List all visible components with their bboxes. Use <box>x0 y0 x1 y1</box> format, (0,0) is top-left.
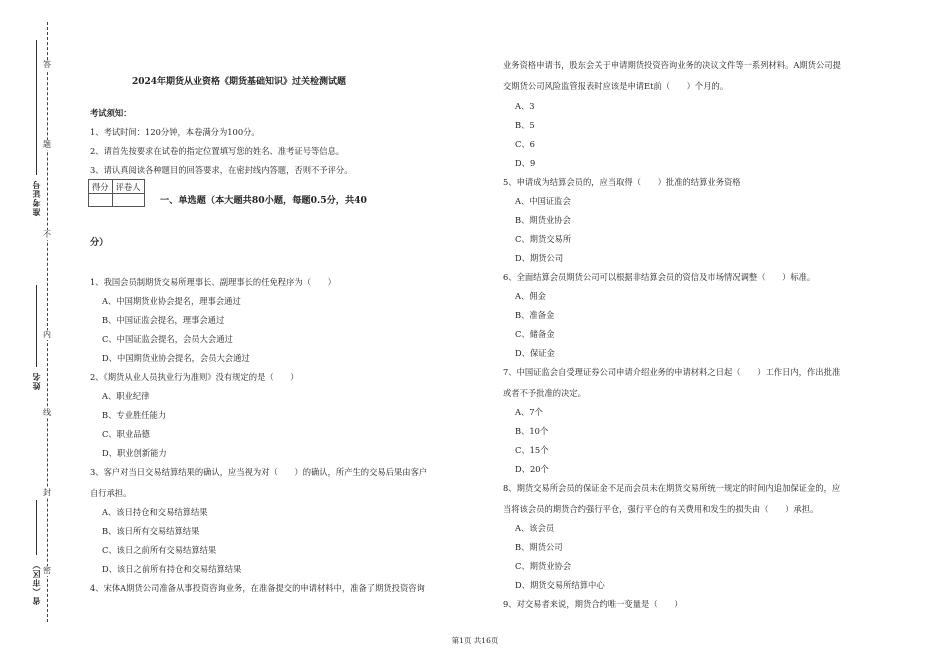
option-line: D、9 <box>515 158 536 168</box>
question-line-cont: 或者不予批准的决定。 <box>503 388 586 398</box>
grader-cell <box>112 194 144 207</box>
score-header: 得分 <box>89 180 113 194</box>
option-line: A、7个 <box>515 407 543 417</box>
question-line: 7、中国证监会自受理证券公司申请介绍业务的申请材料之日起（ ）工作日内，作出批准 <box>503 367 841 377</box>
score-table <box>88 179 145 207</box>
score-cell <box>89 194 113 207</box>
option-line: C、期货业协会 <box>515 561 572 571</box>
option-line: A、该会员 <box>515 523 555 533</box>
option-line: D、该日之前所有持仓和交易结算结果 <box>102 564 242 574</box>
option-line: D、20个 <box>515 464 549 474</box>
option-line: D、中国期货业协会提名，会员大会通过 <box>102 353 250 363</box>
question-line: 8、期货交易所会员的保证金不足而会员未在期货交易所统一规定的时间内追加保证金的，应 <box>503 483 841 493</box>
option-line: C、6 <box>515 139 535 149</box>
option-line: B、中国证监会提名，理事会通过 <box>102 315 225 325</box>
option-line: A、3 <box>515 101 535 111</box>
notice-heading: 考试须知： <box>90 108 132 118</box>
exam-number-label: 准考证号 <box>31 180 41 216</box>
seal-char: 线 <box>43 408 51 417</box>
option-line: A、佣金 <box>515 291 546 301</box>
option-line: D、职业创新能力 <box>102 448 167 458</box>
seal-dashed-line <box>47 22 48 622</box>
page-title: 2024年期货从业资格《期货基础知识》过关检测试题 <box>132 77 347 87</box>
section-heading-cont: 分） <box>90 237 109 248</box>
question-line-cont: 当将该会员的期货合约强行平仓，强行平仓的有关费用和发生的损失由（ ）承担。 <box>503 504 819 514</box>
option-line: A、职业纪律 <box>102 391 150 401</box>
question-line-cont: 交期货公司风险监管报表时应该是申请Et前（ ）个月的。 <box>503 81 729 91</box>
option-line: A、中国期货业协会提名，理事会通过 <box>102 296 241 306</box>
section-heading: 一、单选题（本大题共80小题，每题0.5分，共40 <box>160 195 367 206</box>
question-line-cont: 业务资格申请书，股东会关于申请期货投资咨询业务的决议文件等一系列材料。A期货公司提 <box>503 60 841 70</box>
option-line: B、期货公司 <box>515 542 563 552</box>
question-line-cont: 自行承担。 <box>90 488 132 498</box>
option-line: B、期货业协会 <box>515 215 571 225</box>
seal-char: 封 <box>43 488 51 497</box>
region-blank <box>36 500 37 555</box>
notice-item: 1、考试时间：120分钟，本卷满分为100分。 <box>90 127 260 137</box>
option-line: D、期货公司 <box>515 253 564 263</box>
option-line: A、该日持仓和交易结算结果 <box>102 507 208 517</box>
question-line: 5、申请成为结算会员的，应当取得（ ）批准的结算业务资格 <box>503 177 741 187</box>
question-line: 1、我国会员制期货交易所理事长、副理事长的任免程序为（ ） <box>90 277 336 287</box>
option-line: C、15个 <box>515 445 549 455</box>
grader-header: 评卷人 <box>112 180 144 194</box>
page-footer: 第1页 共16页 <box>451 636 499 645</box>
option-line: C、储备金 <box>515 329 555 339</box>
question-line: 3、客户对当日交易结算结果的确认，应当视为对（ ）的确认，所产生的交易后果由客户 <box>90 467 428 477</box>
name-blank <box>36 285 37 367</box>
seal-char: 答 <box>43 60 51 69</box>
name-label: 姓名 <box>31 372 41 390</box>
seal-char: 密 <box>43 566 51 575</box>
question-line: 6、全面结算会员期货公司可以根据非结算会员的资信及市场情况调整（ ）标准。 <box>503 272 816 282</box>
option-line: B、10个 <box>515 426 549 436</box>
seal-char: 题 <box>43 140 51 149</box>
binding-margin <box>0 0 70 671</box>
question-line: 4、宋体A期货公司准备从事投资咨询业务，在准备提交的申请材料中，准备了期货投资咨询 <box>90 583 425 593</box>
seal-char: 内 <box>43 330 51 339</box>
option-line: B、5 <box>515 120 535 130</box>
option-line: C、该日之前所有交易结算结果 <box>102 545 217 555</box>
option-line: C、中国证监会提名，会员大会通过 <box>102 334 233 344</box>
option-line: C、职业品德 <box>102 429 150 439</box>
option-line: D、保证金 <box>515 348 555 358</box>
question-line: 9、对交易者来说，期货合约唯一变量是（ ） <box>503 599 683 609</box>
option-line: A、中国证监会 <box>515 196 571 206</box>
option-line: D、期货交易所结算中心 <box>515 580 605 590</box>
option-line: C、期货交易所 <box>515 234 572 244</box>
question-line: 2、《期货从业人员执业行为准则》没有规定的是（ ） <box>90 372 299 382</box>
exam-number-blank <box>36 40 37 175</box>
option-line: B、准备金 <box>515 310 555 320</box>
seal-char: 不 <box>43 230 51 239</box>
notice-item: 3、请认真阅读各种题目的回答要求，在密封线内答题，否则不予评分。 <box>90 165 353 175</box>
region-label: 省（市区） <box>31 560 41 605</box>
option-line: B、专业胜任能力 <box>102 410 167 420</box>
notice-item: 2、请首先按要求在试卷的指定位置填写您的姓名、准考证号等信息。 <box>90 146 345 156</box>
option-line: B、该日所有交易结算结果 <box>102 526 200 536</box>
